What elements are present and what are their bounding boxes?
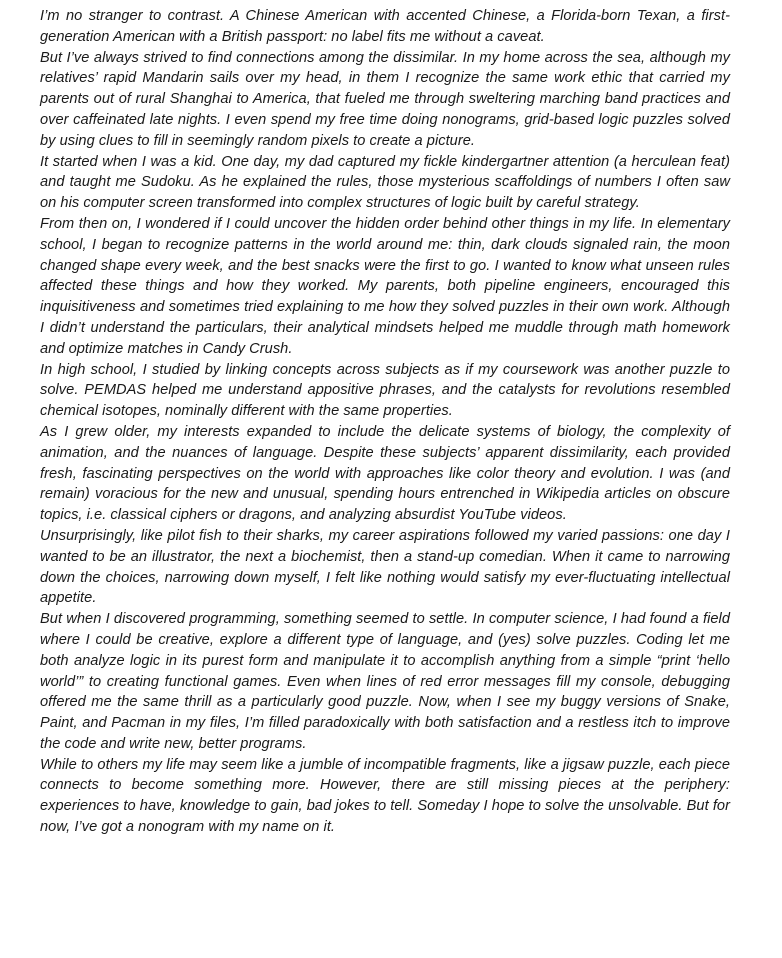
paragraph-5: In high school, I studied by linking concepts across subjects as if my coursework was another puzzle to solve. PEMDAS helped me understand appositive phrases, and the catalysts for revolutions resembled chemical isotopes, nominally different with the same properties. [40, 361, 730, 420]
essay-body [40, 6, 730, 838]
paragraph-9: While to others my life may seem like a jumble of incompatible fragments, like a jigsaw puzzle, each piece connects to become something more. However, there are still missing pieces at the periphery: experiences to have, knowledge to gain, bad jokes to tell. Someday I hope to solve the unsolvable. But for now, I’ve got a nonogram with my name on it. [40, 756, 730, 836]
paragraph-7: Unsurprisingly, like pilot fish to their sharks, my career aspirations followed my varied passions: one day I wanted to be an illustrator, the next a biochemist, then a stand-up comedian. When it came to narrowing down the choices, narrowing down myself, I felt like nothing would satisfy my ever-fluctuating intellectual appetite. [40, 527, 730, 607]
paragraph-6: As I grew older, my interests expanded to include the delicate systems of biology, the complexity of animation, and the nuances of language. Despite these subjects’ apparent dissimilarity, each provided fresh, fascinating perspectives on the world with approaches like color theory and evolution. I was (and remain) voracious for the new and unusual, spending hours entrenched in Wikipedia articles on obscure topics, i.e. classical ciphers or dragons, and analyzing absurdist YouTube videos. [40, 423, 730, 524]
paragraph-1: I’m no stranger to contrast. A Chinese American with accented Chinese, a Florida-born Texan, a first-generation American with a British passport: no label fits me without a caveat. [40, 8, 730, 45]
paragraph-8: But when I discovered programming, something seemed to settle. In computer science, I had found a field where I could be creative, explore a different type of language, and (yes) solve puzzles. Coding let me both analyze logic in its purest form and manipulate it to accomplish anything from a simple “print ‘hello world’” to creating functional games. Even when lines of red error messages fill my console, debugging offered me the same thrill as a particularly good puzzle. Now, when I see my buggy versions of Snake, Paint, and Pacman in my files, I’m filled paradoxically with both satisfaction and a restless itch to improve the code and write new, better programs. [40, 611, 730, 752]
paragraph-3: It started when I was a kid. One day, my dad captured my fickle kindergartner attention (a herculean feat) and taught me Sudoku. As he explained the rules, those mysterious scaffoldings of numbers I often saw on his computer screen transformed into complex structures of logic built by careful strategy. [40, 153, 730, 212]
paragraph-4: From then on, I wondered if I could uncover the hidden order behind other things in my life. In elementary school, I began to recognize patterns in the world around me: thin, dark clouds signaled rain, the moon changed shape every week, and the best snacks were the first to go. I wanted to know what unseen rules affected these things and how they worked. My parents, both pipeline engineers, encouraged this inquisitiveness and sometimes tried explaining to me how they solved puzzles in their own work. Although I didn’t understand the particulars, their analytical mindsets helped me muddle through math homework and optimize matches in Candy Crush. [40, 215, 730, 357]
paragraph-2: But I’ve always strived to find connections among the dissimilar. In my home across the sea, although my relatives’ rapid Mandarin sails over my head, in them I recognize the same work ethic that carried my parents out of rural Shanghai to America, that fueled me through sweltering marching band practices and over caffeinated late nights. I even spend my free time doing nonograms, grid-based logic puzzles solved by using clues to fill in seemingly random pixels to create a picture. [40, 49, 730, 149]
